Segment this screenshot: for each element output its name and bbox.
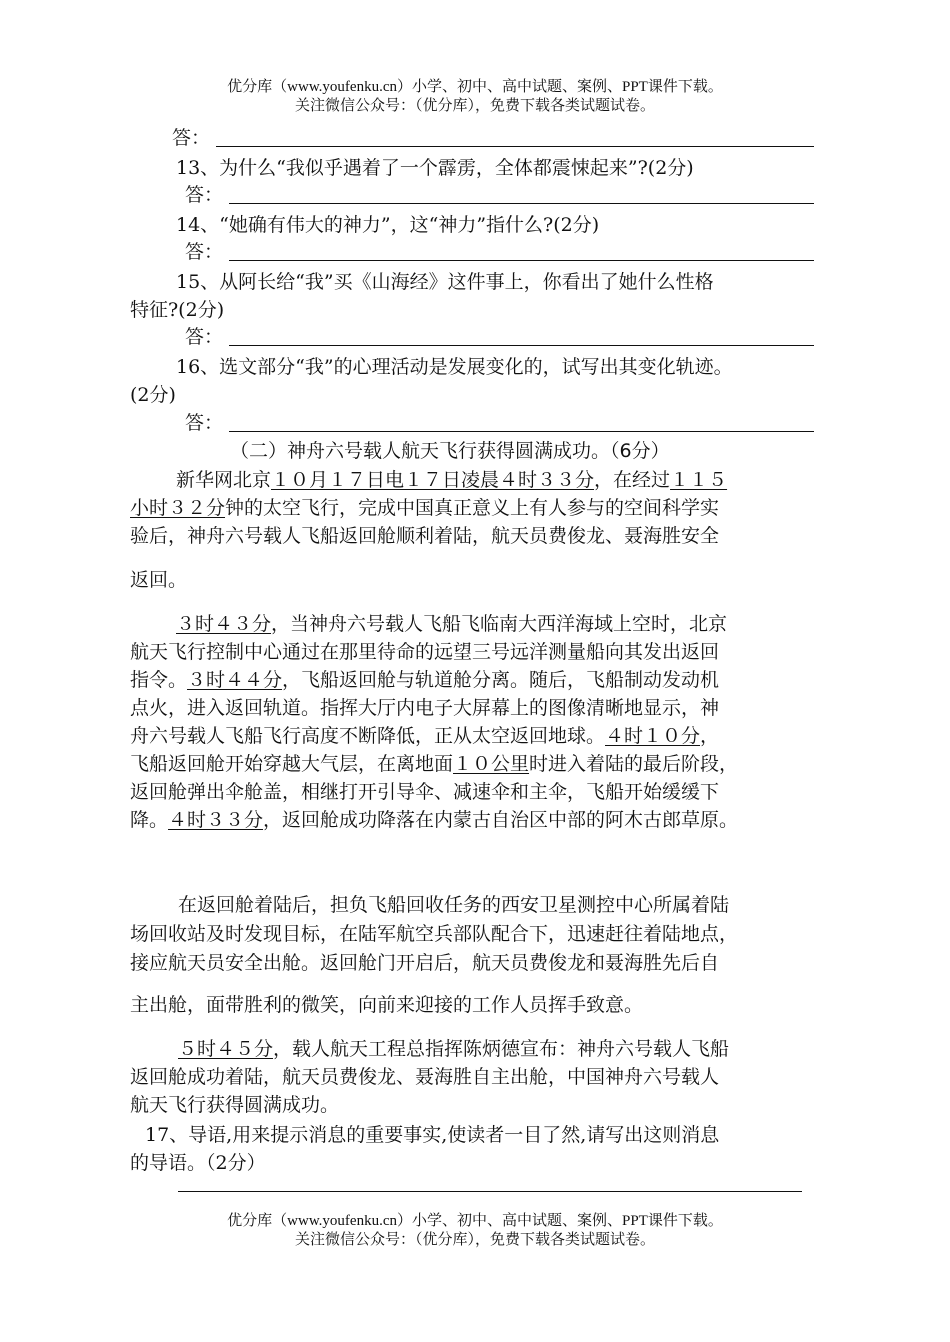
question-17: 17、导语,用来提示消息的重要事实,使读者一目了然,请写出这则消息 [145, 1124, 720, 1146]
time-underline: ５时４５分 [178, 1038, 274, 1060]
section-title: （二）神舟六号载人航天飞行获得圆满成功。（6分） [230, 440, 670, 462]
time-underline: ３时４４分 [187, 669, 283, 691]
distance-underline: １０公里 [453, 753, 530, 775]
footer-line-1: 优分库（www.youfenku.cn）小学、初中、高中试题、案例、PPT课件下载。 [227, 1213, 723, 1229]
answer-label: 答： [185, 326, 224, 348]
page-header [0, 78, 950, 116]
answer-label: 答： [172, 127, 211, 149]
question-16-cont: (2分) [130, 384, 176, 406]
question-17-cont: 的导语。（2分） [130, 1152, 266, 1174]
duration-underline: 小时３２分 [130, 497, 226, 519]
answer-line[interactable] [185, 183, 814, 207]
answer-label: 答： [185, 412, 224, 434]
header-line-1: 优分库（www.youfenku.cn）小学、初中、高中试题、案例、PPT课件下载。 [227, 79, 723, 95]
time-underline: ４时１０分 [605, 725, 701, 747]
answer-line[interactable] [185, 411, 814, 435]
answer-line[interactable] [185, 325, 814, 349]
question-13: 13、为什么“我似乎遇着了一个霹雳，全体都震悚起来”?(2分) [176, 157, 694, 179]
answer-blank[interactable] [216, 146, 814, 147]
answer-blank[interactable] [229, 345, 814, 346]
answer-blank[interactable] [229, 203, 814, 204]
question-14: 14、“她确有伟大的神力”，这“神力”指什么?(2分) [176, 214, 600, 236]
time-underline: ３时４３分 [176, 613, 272, 635]
page-footer [0, 1212, 950, 1250]
answer-line[interactable] [185, 240, 814, 264]
answer-blank[interactable] [229, 260, 814, 261]
footer-line-2: 关注微信公众号：（优分库），免费下载各类试题试卷。 [294, 1232, 655, 1248]
time-underline: ４时３３分 [168, 809, 264, 831]
question-15: 15、从阿长给“我”买《山海经》这件事上，你看出了她什么性格 [176, 271, 714, 293]
answer-line[interactable] [172, 126, 814, 150]
duration-underline: １１５ [670, 469, 728, 491]
question-16: 16、选文部分“我”的心理活动是发展变化的，试写出其变化轨迹。 [176, 356, 733, 378]
answer-blank[interactable] [178, 1191, 802, 1192]
header-line-2: 关注微信公众号：（优分库），免费下载各类试题试卷。 [294, 98, 655, 114]
date-underline: １０月１７日电１７日凌晨４时３３分 [271, 469, 595, 491]
answer-label: 答： [185, 241, 224, 263]
question-15-cont: 特征?(2分) [130, 299, 225, 321]
answer-label: 答： [185, 184, 224, 206]
answer-blank[interactable] [229, 431, 814, 432]
